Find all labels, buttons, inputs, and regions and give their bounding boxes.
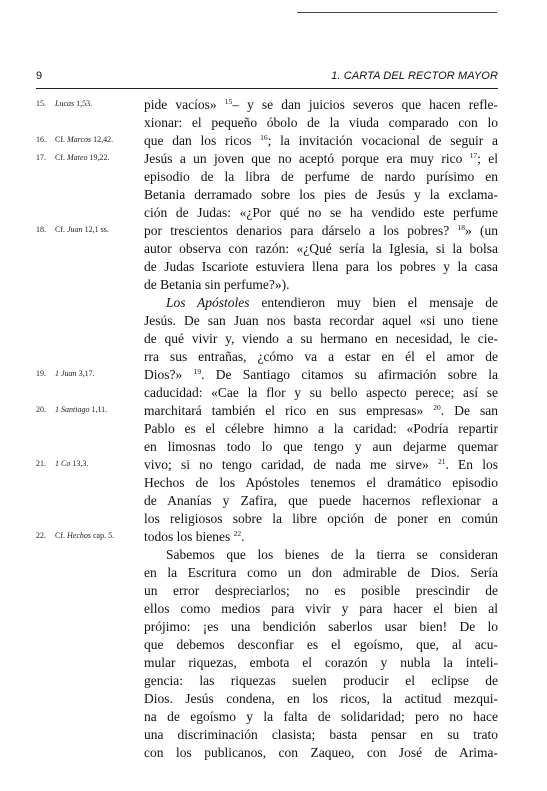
running-title: 1. CARTA DEL RECTOR MAYOR xyxy=(331,70,498,82)
margin-note: 18. Cf. Juan 12,1 ss. xyxy=(36,225,109,234)
running-header xyxy=(36,70,498,88)
text-line: en limosnas todo lo que tengo y aun dejarme quemar xyxy=(144,439,498,454)
margin-note: 17. Cf. Mateo 19,22. xyxy=(36,153,110,162)
text-line: Dios. Jesús condena, en los ricos, la actitud mezqui- xyxy=(144,691,498,706)
margin-note: 15. Lucas 1,53. xyxy=(36,99,93,108)
footnote-marker: 17 xyxy=(469,151,478,160)
footnote-marker: 22 xyxy=(233,529,242,538)
text-line: na de egoísmo y la falta de solidaridad; pero no hace xyxy=(144,709,498,724)
text-line: una discriminación clasista; basta pensar en su trato xyxy=(144,727,498,742)
text-line: marchitará también el rico en sus empresas» $^{20}$. De san xyxy=(144,403,498,418)
text-line: xionar: el pequeño óbolo de la viuda comparado con lo xyxy=(144,115,498,130)
text-line: autor observa con razón: «¿Qué sería la Iglesia, si la bolsa xyxy=(144,241,498,256)
text-line: ción de Judas: «¿Por qué no se ha vendido este perfume xyxy=(144,205,498,220)
footnote-marker: 20 xyxy=(433,403,441,412)
text-line: Jesús a un joven que no aceptó porque era muy rico $^{17}$; el xyxy=(144,151,498,166)
text-line: todos los bienes $^{22}$. xyxy=(144,529,245,544)
text-line: vivo; si no tengo caridad, de nada me sirve» $^{21}$. En los xyxy=(144,457,498,472)
header-rule xyxy=(36,88,498,89)
text-line: ellos como medios para vivir y para hacer el bien al xyxy=(144,601,498,616)
text-line: Hechos de los Apóstoles tenemos el dramático episodio xyxy=(144,475,498,490)
text-line: un error despreciarlos; no es posible prescindir de xyxy=(144,583,498,598)
text-line: por trescientos denarios para dárselo a los pobres? $^{18}$» (un xyxy=(144,223,499,238)
italic-phrase: Los Apóstoles xyxy=(166,295,250,310)
footnote-marker: 21 xyxy=(437,457,446,466)
text-line: en la Escritura como un don admirable de Dios. Sería xyxy=(144,565,498,580)
text-line: Pablo es el célebre himno a la caridad: «Podría repartir xyxy=(144,421,498,436)
margin-note: 16. Cf. Marcos 12,42. xyxy=(36,135,114,144)
margin-note: 19. 1 Juan 3,17. xyxy=(36,369,95,378)
text-line: Los Apóstoles entendieron muy bien el mensaje de xyxy=(166,295,498,310)
body-text xyxy=(144,96,498,762)
top-rule xyxy=(297,12,497,13)
footnote-marker: 15 xyxy=(224,97,233,106)
footnote-marker: 16 xyxy=(260,133,268,142)
page-number: 9 xyxy=(36,70,43,82)
text-line: prójimo: ¡es una bendición saberlos usar bien! De lo xyxy=(144,619,498,634)
text-line: que debemos desconfiar es el egoísmo, que, al acu- xyxy=(144,637,498,652)
text-line: Sabemos que los bienes de la tierra se consideran xyxy=(166,547,498,562)
margin-note: 20. 1 Santiago 1,11. xyxy=(36,405,108,414)
text-line: episodio de la libra de perfume de nardo purísimo en xyxy=(144,169,498,184)
margin-note: 21. 1 Co 13,3. xyxy=(36,459,89,468)
text-line: caducidad: «Cae la flor y su bello aspecto perece; así se xyxy=(144,385,498,400)
footnote-marker: 19 xyxy=(193,367,202,376)
text-line: pide vacíos» $^{15}$– y se dan juicios severos que hacen refle- xyxy=(144,97,498,112)
text-line: mular riquezas, embota el corazón y nubla la inteli- xyxy=(144,655,498,670)
text-line: gencia: las riquezas suelen producir el eclipse de xyxy=(144,673,498,688)
text-line: Jesús. De san Juan nos basta recordar aquel «si uno tiene xyxy=(144,313,498,328)
text-line: con los publicanos, con Zaqueo, con José de Arima- xyxy=(144,745,498,760)
text-line: Betania derramado sobre los pies de Jesús y la exclama- xyxy=(144,187,498,202)
footnote-marker: 18 xyxy=(457,223,465,232)
text-line: que dan los ricos $^{16}$; la invitación vocacional de seguir a xyxy=(144,133,498,148)
text-line: de qué vivir y, viendo a su hermano en necesidad, le cie- xyxy=(144,331,498,346)
text-line: rra sus entrañas, ¿cómo va a estar en él el amor de xyxy=(144,349,498,364)
text-line: los religiosos sobre la libre opción de poner en común xyxy=(144,511,498,526)
margin-note: 22. Cf. Hechos cap. 5. xyxy=(36,531,115,540)
text-line: de Betania sin perfume?»). xyxy=(144,277,290,292)
text-line: de Ananías y Zafira, que puede hacernos reflexionar a xyxy=(144,493,498,508)
text-line: de Judas Iscariote estuviera llena para los pobres y la casa xyxy=(144,259,498,274)
text-line: Dios?» $^{19}$. De Santiago citamos su afirmación sobre la xyxy=(144,367,499,382)
